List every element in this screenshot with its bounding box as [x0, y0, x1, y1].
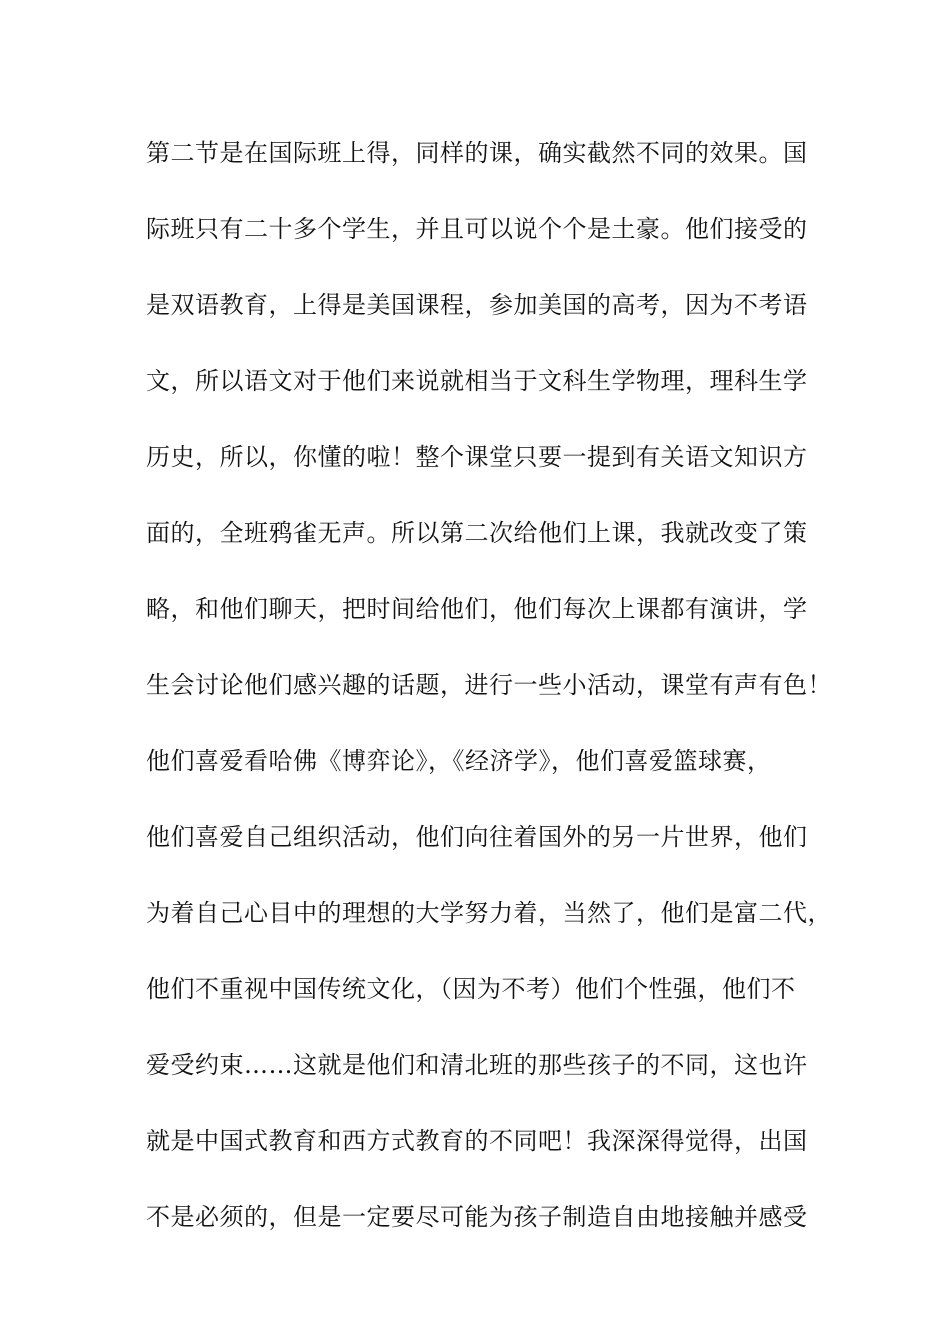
text-line: 面的，全班鸦雀无声。所以第二次给他们上课，我就改变了策 [146, 519, 808, 547]
body-text [146, 130, 836, 1270]
text-line: 他们喜爱自己组织活动，他们向往着国外的另一片世界，他们 [146, 823, 808, 851]
text-line: 际班只有二十多个学生，并且可以说个个是土豪。他们接受的 [146, 215, 808, 243]
text-line: 文，所以语文对于他们来说就相当于文科生学物理，理科生学 [146, 367, 808, 395]
text-line: 第二节是在国际班上得，同样的课，确实截然不同的效果。国 [146, 139, 808, 167]
text-line: 是双语教育，上得是美国课程，参加美国的高考，因为不考语 [146, 291, 808, 319]
text-line: 不是必须的，但是一定要尽可能为孩子制造自由地接触并感受 [146, 1203, 808, 1231]
text-line: 他们不重视中国传统文化，（因为不考）他们个性强，他们不 [146, 975, 796, 1003]
text-line: 就是中国式教育和西方式教育的不同吧！我深深得觉得，出国 [146, 1127, 808, 1155]
text-line: 生会讨论他们感兴趣的话题，进行一些小活动，课堂有声有色！ [146, 671, 832, 699]
text-line: 爱受约束……这就是他们和清北班的那些孩子的不同，这也许 [146, 1051, 808, 1079]
text-line: 为着自己心目中的理想的大学努力着，当然了，他们是富二代， [146, 899, 832, 927]
text-line: 略，和他们聊天，把时间给他们，他们每次上课都有演讲，学 [146, 595, 808, 623]
text-line: 历史，所以，你懂的啦！整个课堂只要一提到有关语文知识方 [146, 443, 808, 471]
text-line: 他们喜爱看哈佛《博弈论》，《经济学》，他们喜爱篮球赛， [146, 747, 772, 775]
